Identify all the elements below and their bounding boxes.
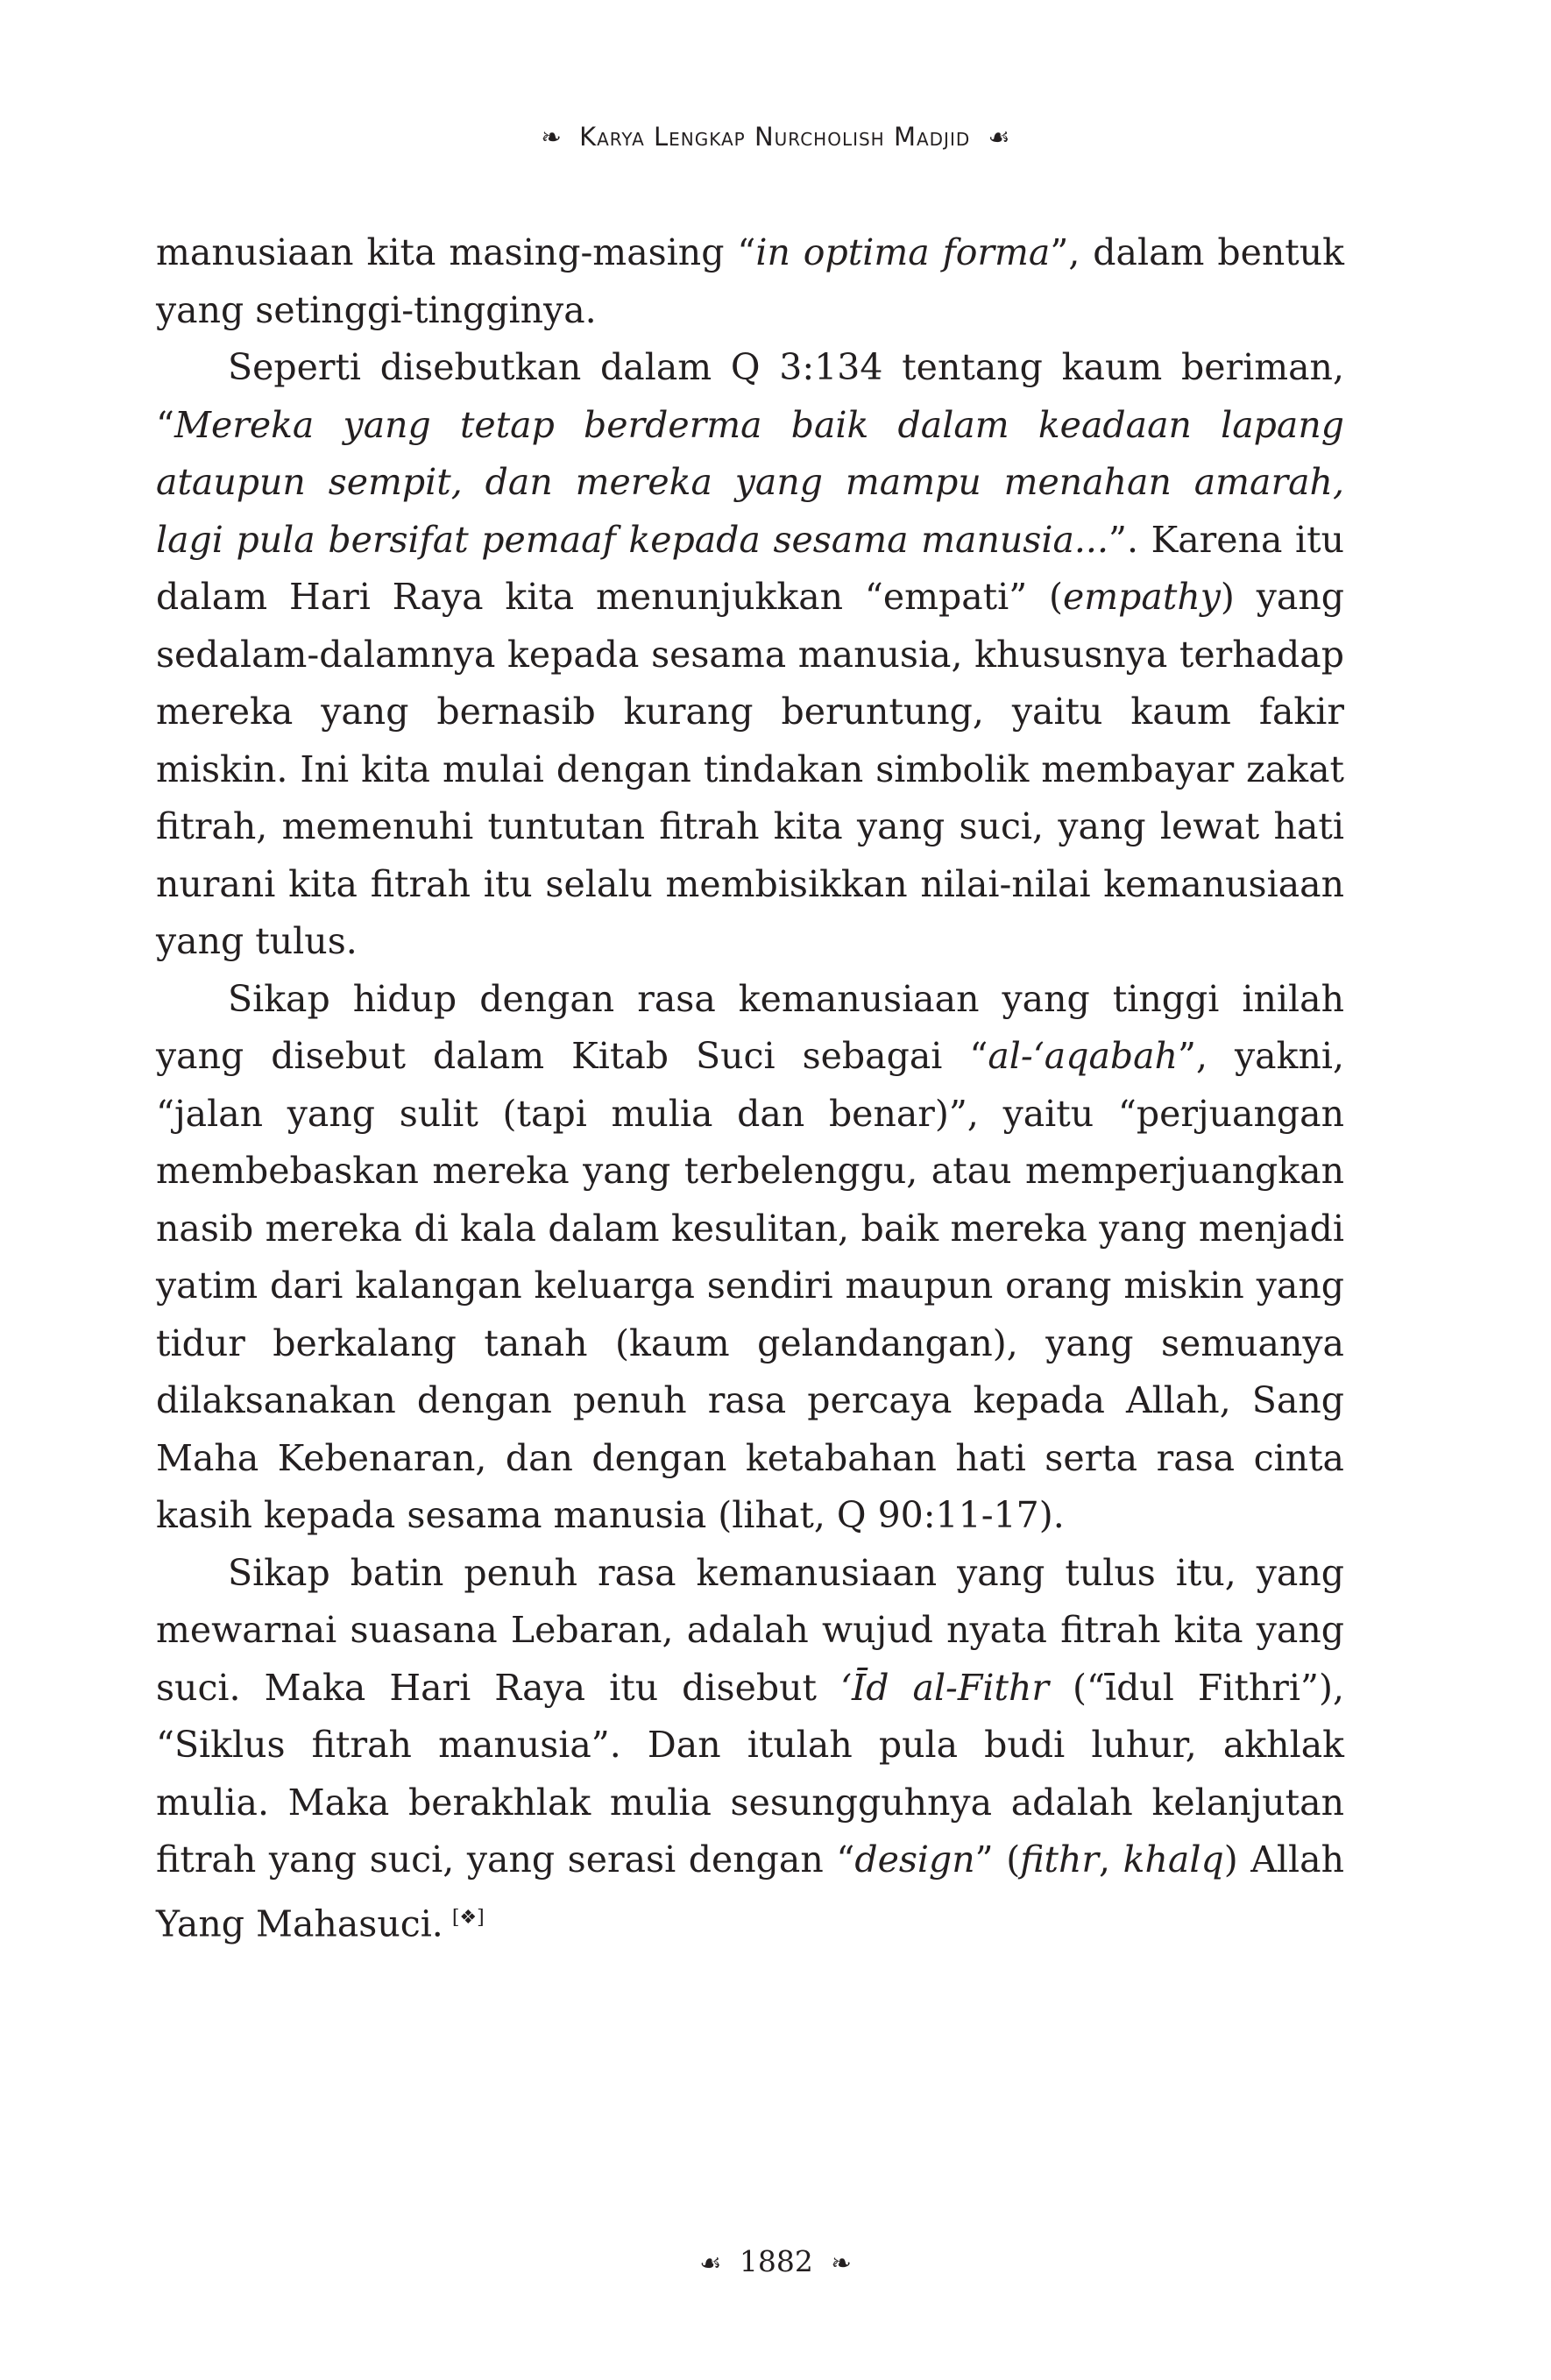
text-run: Sikap hidup dengan rasa kemanusiaan yang tinggi inilah yang disebut dalam Kitab Suci sebagai “ <box>156 977 1344 1077</box>
italic-text: fithr <box>1020 1838 1100 1881</box>
text-run: ) yang sedalam-dalamnya kepada sesama manusia, khususnya terhadap mereka yang bernasib kurang beruntung, yaitu kaum fakir miskin. Ini kita mulai dengan tindakan simbolik membayar zakat fitrah, memenuhi tuntutan fitrah kita yang suci, yang lewat hati nurani kita fitrah itu selalu membisikkan nilai-nilai kemanusiaan yang tulus. <box>156 576 1344 962</box>
paragraph <box>156 224 1344 339</box>
header-right-ornament: ☙ <box>988 123 1010 152</box>
end-mark: [❖] <box>451 1906 485 1929</box>
paragraph <box>156 339 1344 971</box>
footer-left-ornament: ☙ <box>699 2249 722 2277</box>
text-run: (“īdul Fithri”), “Siklus fitrah manusia”. Dan itulah pula budi luhur, akhlak mulia. Maka berakhlak mulia sesungguhnya adalah kelanjutan fitrah yang suci, yang serasi dengan “ <box>156 1666 1344 1881</box>
text-run: Seperti disebutkan dalam Q 3:134 tentang kaum beriman, “ <box>156 346 1344 446</box>
body-text <box>156 224 1344 1953</box>
page-footer <box>0 2244 1551 2278</box>
text-run: Sikap batin penuh rasa kemanusiaan yang tulus itu, yang mewarnai suasana Lebaran, adalah wujud nyata fitrah kita yang suci. Maka Hari Raya itu disebut <box>156 1551 1344 1709</box>
italic-text: empathy <box>1063 576 1221 618</box>
paragraph <box>156 971 1344 1545</box>
header-title: Karya Lengkap Nurcholish Madjid <box>579 122 971 152</box>
text-run: ”, yakni, “jalan yang sulit (tapi mulia dan benar)”, yaitu “perjuangan membebaskan mereka yang terbelenggu, atau memperjuangkan nasib mereka di kala dalam kesulitan, baik mereka yang menjadi yatim dari kalangan keluarga sendiri maupun orang miskin yang tidur berkalang tanah (kaum gelandangan), yang semuanya dilaksanakan dengan penuh rasa percaya kepada Allah, Sang Maha Kebenaran, dan dengan ketabahan hati serta rasa cinta kasih kepada sesama manusia (lihat, Q 90:11-17). <box>156 1035 1344 1536</box>
italic-text: ‘Īd al-Fithr <box>840 1666 1049 1709</box>
header-left-ornament: ❧ <box>541 123 562 152</box>
text-run: manusiaan kita masing-masing “ <box>156 231 756 273</box>
text-run: , <box>1099 1838 1123 1881</box>
text-run: ”, dalam bentuk yang setinggi-tingginya. <box>156 231 1344 331</box>
italic-text: in optima forma <box>755 231 1051 273</box>
italic-text: design <box>854 1838 975 1881</box>
footer-right-ornament: ❧ <box>831 2249 852 2277</box>
italic-text: khalq <box>1123 1838 1224 1881</box>
italic-text: al-‘aqabah <box>988 1035 1179 1077</box>
running-header <box>0 116 1551 159</box>
paragraph <box>156 1545 1344 1953</box>
page-number: 1882 <box>739 2244 813 2278</box>
italic-text: Mereka yang tetap berderma baik dalam keadaan lapang ataupun sempit, dan mereka yang mampu menahan amarah, lagi pula bersifat pemaaf kepada sesama manusia... <box>156 403 1344 561</box>
text-run: ) Allah Yang Mahasuci. <box>156 1838 1344 1945</box>
text-run: ” ( <box>974 1838 1021 1881</box>
text-run: ”. Karena itu dalam Hari Raya kita menunjukkan “empati” ( <box>156 518 1344 618</box>
